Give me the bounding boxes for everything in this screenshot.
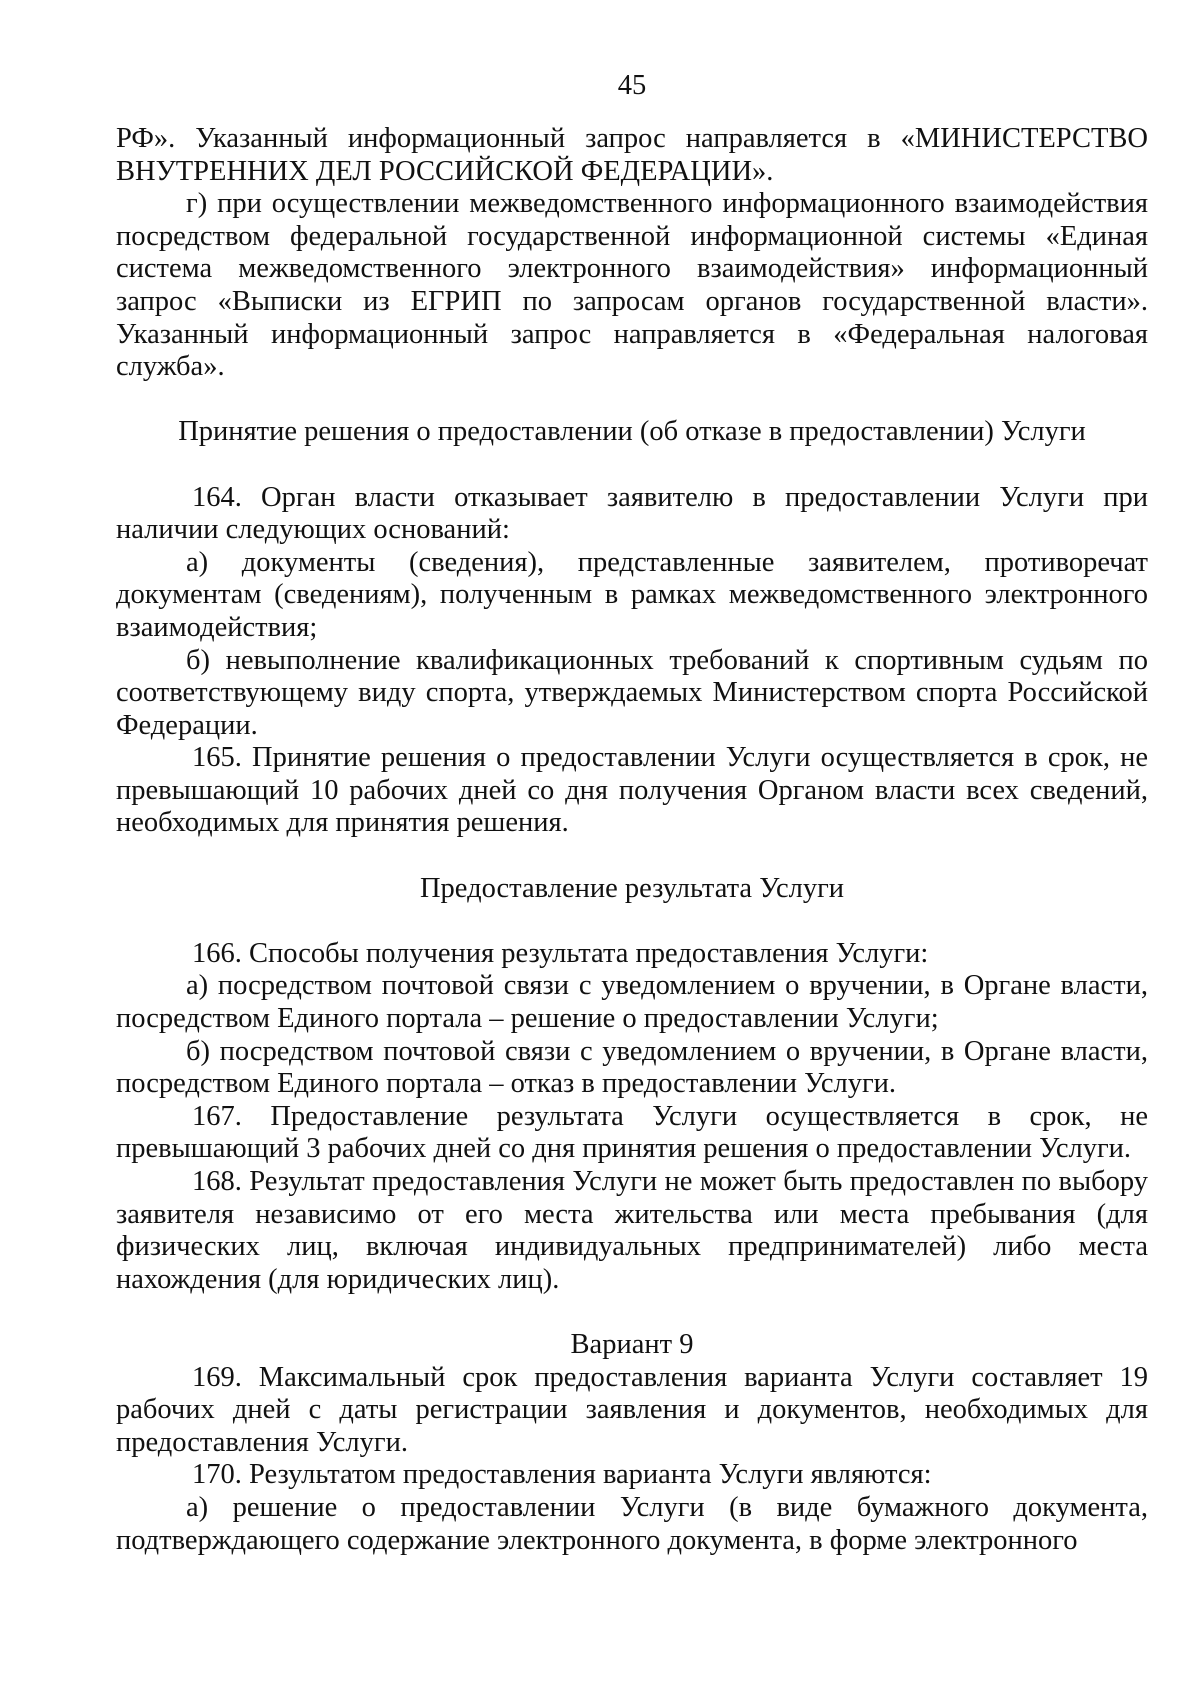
paragraph-170-a: а) решение о предоставлении Услуги (в виде бумажного документа, подтверждающего содержание электронного документа, в форме электронного (116, 1491, 1148, 1556)
paragraph-170: 170. Результатом предоставления варианта Услуги являются: (192, 1459, 932, 1491)
paragraph-169: 169. Максимальный срок предоставления варианта Услуги составляет 19 рабочих дней с даты регистрации заявления и документов, необходимых для предоставления Услуги. (116, 1361, 1148, 1458)
paragraph-164-b: б) невыполнение квалификационных требований к спортивным судьям по соответствующему виду спорта, утверждаемых Министерством спорта Российской Федерации. (116, 644, 1148, 741)
paragraph-item-g: г) при осуществлении межведомственного информационного взаимодействия посредством федеральной государственной информационной системы «Единая система межведомственного электронного взаимодействия» информационный запрос «Выписки из ЕГРИП по запросам органов государственной власти». Указанный информационный запрос направляется в «Федеральная налоговая служба». (116, 188, 1148, 383)
paragraph-166-b: б) посредством почтовой связи с уведомлением о вручении, в Органе власти, посредством Единого портала – отказ в предоставлении Услуги. (116, 1035, 1148, 1100)
section-heading-decision: Принятие решения о предоставлении (об отказе в предоставлении) Услуги (178, 416, 1086, 448)
paragraph-165: 165. Принятие решения о предоставлении Услуги осуществляется в срок, не превышающий 10 рабочих дней со дня получения Органом власти всех сведений, необходимых для принятия решения. (116, 742, 1148, 839)
paragraph-164: 164. Орган власти отказывает заявителю в предоставлении Услуги при наличии следующих оснований: (116, 481, 1148, 546)
paragraph-167: 167. Предоставление результата Услуги осуществляется в срок, не превышающий 3 рабочих дней со дня принятия решения о предоставлении Услуги. (116, 1100, 1148, 1165)
spacer (116, 1296, 1148, 1329)
paragraph-continuation: РФ». Указанный информационный запрос направляется в «МИНИСТЕРСТВО ВНУТРЕННИХ ДЕЛ РОССИЙСКОЙ ФЕДЕРАЦИИ». (116, 123, 1148, 187)
section-heading-result: Предоставление результата Услуги (419, 872, 845, 904)
page-number: 45 (617, 70, 647, 101)
spacer (116, 384, 1148, 417)
paragraph-166: 166. Способы получения результата предоставления Услуги: (192, 937, 929, 969)
paragraph-166-a: а) посредством почтовой связи с уведомлением о вручении, в Органе власти, посредством Единого портала – решение о предоставлении Услуги; (116, 970, 1148, 1035)
paragraph-164-a: а) документы (сведения), представленные заявителем, противоречат документам (сведениям), полученным в рамках межведомственного электронного взаимодействия; (116, 546, 1148, 643)
spacer (116, 449, 1148, 482)
spacer (116, 840, 1148, 873)
spacer (116, 905, 1148, 938)
section-heading-variant-9: Вариант 9 (570, 1328, 694, 1360)
document-body (116, 123, 1148, 1557)
paragraph-168: 168. Результат предоставления Услуги не может быть предоставлен по выбору заявителя независимо от его места жительства или места пребывания (для физических лиц, включая индивидуальных предпринимателей) либо места нахождения (для юридических лиц). (116, 1166, 1148, 1295)
